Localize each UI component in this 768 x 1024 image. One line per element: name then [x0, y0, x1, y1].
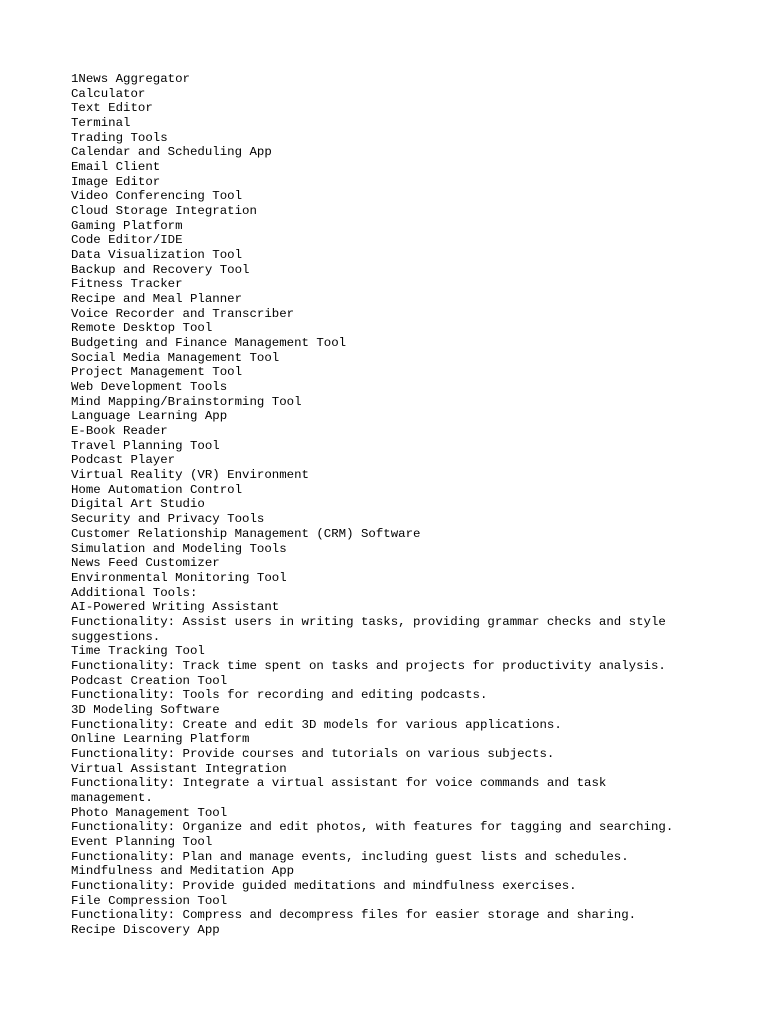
document-line: Mind Mapping/Brainstorming Tool [71, 394, 302, 409]
document-line: Functionality: Plan and manage events, including guest lists and schedules. [71, 849, 629, 864]
document-line: Event Planning Tool [71, 834, 213, 849]
document-line: E-Book Reader [71, 424, 168, 439]
document-line: Functionality: Organize and edit photos, with features for tagging and searching. [71, 820, 674, 835]
document-line: Recipe Discovery App [71, 922, 220, 937]
document-line: Terminal [71, 116, 131, 131]
document-line: suggestions. [71, 629, 161, 644]
document-text [71, 72, 711, 938]
document-line: 1News Aggregator [71, 72, 190, 86]
document-line: Backup and Recovery Tool [71, 262, 250, 277]
document-line: Text Editor [71, 101, 153, 116]
document-line: Functionality: Create and edit 3D models for various applications. [71, 717, 562, 732]
document-line: Web Development Tools [71, 380, 228, 395]
document-line: Time Tracking Tool [71, 644, 205, 659]
document-line: Trading Tools [71, 130, 168, 145]
document-line: Project Management Tool [71, 365, 243, 380]
document-line: File Compression Tool [71, 893, 228, 908]
document-line: Home Automation Control [71, 482, 243, 497]
document-line: AI-Powered Writing Assistant [71, 600, 280, 615]
document-line: Code Editor/IDE [71, 233, 183, 248]
document-line: 3D Modeling Software [71, 702, 220, 717]
document-line: management. [71, 790, 153, 805]
document-line: Online Learning Platform [71, 732, 250, 747]
document-line: Simulation and Modeling Tools [71, 541, 287, 556]
document-line: Gaming Platform [71, 218, 183, 233]
document-line: Data Visualization Tool [71, 248, 243, 263]
document-line: Podcast Player [71, 453, 176, 468]
document-line: Social Media Management Tool [71, 350, 280, 365]
document-line: Fitness Tracker [71, 277, 183, 292]
document-line: News Feed Customizer [71, 556, 220, 571]
document-line: Calculator [71, 86, 146, 101]
document-line: Virtual Reality (VR) Environment [71, 468, 309, 483]
document-line: Recipe and Meal Planner [71, 292, 243, 307]
document-line: Customer Relationship Management (CRM) Software [71, 526, 421, 541]
document-line: Additional Tools: [71, 585, 198, 600]
document-line: Cloud Storage Integration [71, 204, 257, 219]
document-line: Photo Management Tool [71, 805, 228, 820]
document-line: Mindfulness and Meditation App [71, 864, 295, 879]
document-line: Voice Recorder and Transcriber [71, 306, 295, 321]
document-line: Functionality: Assist users in writing tasks, providing grammar checks and style [71, 614, 666, 629]
document-line: Email Client [71, 160, 161, 175]
document-line: Podcast Creation Tool [71, 673, 228, 688]
document-line: Functionality: Compress and decompress files for easier storage and sharing. [71, 908, 637, 923]
document-line: Security and Privacy Tools [71, 512, 265, 527]
document-line: Calendar and Scheduling App [71, 145, 272, 160]
document-line: Functionality: Tools for recording and editing podcasts. [71, 688, 488, 703]
document-line: Language Learning App [71, 409, 228, 424]
document-line: Functionality: Provide guided meditations and mindfulness exercises. [71, 878, 577, 893]
document-line: Virtual Assistant Integration [71, 761, 287, 776]
document-line: Environmental Monitoring Tool [71, 570, 287, 585]
document-line: Functionality: Track time spent on tasks and projects for productivity analysis. [71, 658, 666, 673]
document-line: Functionality: Provide courses and tutorials on various subjects. [71, 746, 555, 761]
document-line: Travel Planning Tool [71, 438, 220, 453]
document-line: Budgeting and Finance Management Tool [71, 336, 347, 351]
document-line: Remote Desktop Tool [71, 321, 213, 336]
document-line: Image Editor [71, 174, 161, 189]
document-line: Digital Art Studio [71, 497, 205, 512]
document-line: Functionality: Integrate a virtual assistant for voice commands and task [71, 776, 607, 791]
document-line: Video Conferencing Tool [71, 189, 243, 204]
